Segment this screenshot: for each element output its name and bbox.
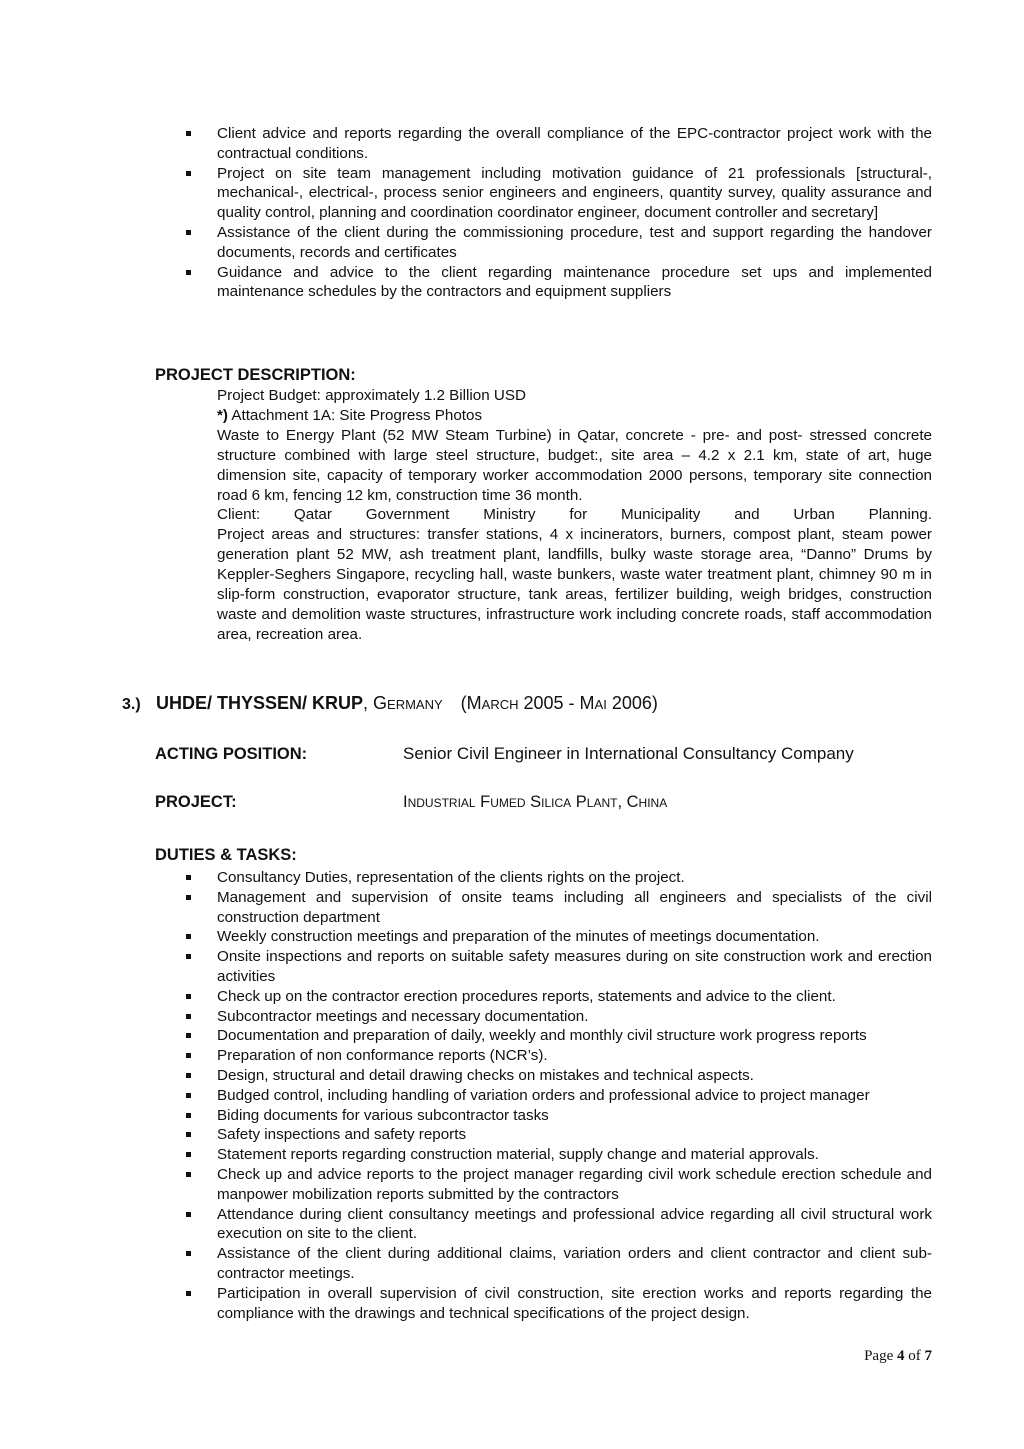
square-bullet-icon — [186, 1113, 191, 1118]
page-number: 4 — [897, 1348, 905, 1364]
list-item — [180, 1106, 932, 1126]
bullet-text: Safety inspections and safety reports — [217, 1126, 467, 1144]
separator: , — [363, 693, 374, 713]
employer-heading — [122, 693, 658, 714]
page-word: Page — [864, 1348, 894, 1364]
page-footer — [864, 1348, 932, 1365]
bullet-text: Assistance of the client during the commissioning procedure, test and support regarding the handover documents, records and certificates — [217, 223, 932, 261]
section-number: 3.) — [122, 696, 141, 713]
list-item — [180, 263, 932, 303]
attachment-mark: *) — [217, 406, 228, 424]
square-bullet-icon — [186, 270, 191, 275]
client-line: Client: Qatar Government Ministry for Municipality and Urban Planning. — [217, 506, 932, 524]
bullet-text: Attendance during client consultancy meetings and professional advice regarding all civil structural work execution on site to the client. — [217, 1205, 932, 1243]
of-word: of — [908, 1348, 921, 1364]
square-bullet-icon — [186, 1073, 191, 1078]
square-bullet-icon — [186, 875, 191, 880]
square-bullet-icon — [186, 1132, 191, 1137]
attachment-line — [217, 406, 932, 426]
square-bullet-icon — [186, 1033, 191, 1038]
square-bullet-icon — [186, 954, 191, 959]
acting-position-value: Senior Civil Engineer in International Consultancy Company — [403, 744, 854, 763]
list-item — [180, 927, 932, 947]
project-description-body — [217, 386, 932, 645]
bullet-text: Consultancy Duties, representation of the clients rights on the project. — [217, 869, 685, 886]
square-bullet-icon — [186, 934, 191, 939]
project-value: Industrial Fumed Silica Plant, China — [403, 793, 668, 811]
list-item — [180, 164, 932, 223]
list-item — [180, 1086, 932, 1106]
bullet-text: Subcontractor meetings and necessary documentation. — [217, 1007, 589, 1025]
project-budget: Project Budget: approximately 1.2 Billion USD — [217, 387, 526, 404]
bullet-text: Statement reports regarding construction material, supply change and material approvals. — [217, 1146, 819, 1164]
square-bullet-icon — [186, 171, 191, 176]
acting-position-label: ACTING POSITION: — [155, 745, 308, 763]
bullet-text: Design, structural and detail drawing checks on mistakes and technical aspects. — [217, 1066, 754, 1084]
square-bullet-icon — [186, 1053, 191, 1058]
bullet-text: Weekly construction meetings and preparation of the minutes of meetings documentation. — [217, 928, 820, 946]
project-paragraph: Waste to Energy Plant (52 MW Steam Turbine) in Qatar, concrete - pre- and post- stressed concrete structure combined with large steel structure, budget:, site area – 4.2 x 2.1 km, state of art, huge dimension site, capacity of temporary worker accommodation 2000 persons, temporary site connection road 6 km, fencing 12 km, construction time 36 month. — [217, 426, 932, 504]
list-item — [180, 868, 932, 888]
list-item — [180, 124, 932, 164]
square-bullet-icon — [186, 1251, 191, 1256]
square-bullet-icon — [186, 1172, 191, 1177]
bullet-text: Participation in overall supervision of civil construction, site erection works and reports regarding the compliance with the drawings and technical specifications of the project design. — [217, 1284, 932, 1322]
bullet-text: Check up on the contractor erection procedures reports, statements and advice to the client. — [217, 987, 836, 1005]
list-item — [180, 888, 932, 928]
company-country: Germany — [373, 693, 443, 713]
square-bullet-icon — [186, 1152, 191, 1157]
project-description-heading: PROJECT DESCRIPTION: — [155, 366, 356, 384]
project-areas-paragraph: Project areas and structures: transfer stations, 4 x incinerators, burners, compost plant, steam power generation plant 52 MW, ash treatment plant, landfills, bulky waste storage area, “Danno” Drums by Keppler-Seghers Singapore, recycling hall, waste bunkers, waste water treatment plant, chimney 90 m in slip-form construction, evaporator structure, tank areas, fertilizer building, weigh bridges, construction waste and demolition waste structures, infrastructure work including concrete roads, staff accommodation area, recreation area. — [217, 526, 932, 643]
top-bullet-list — [180, 124, 932, 302]
list-item — [180, 1165, 932, 1205]
bullet-text: Client advice and reports regarding the overall compliance of the EPC-contractor project work with the contractual conditions. — [217, 125, 932, 162]
list-item — [180, 1007, 932, 1027]
list-item — [180, 1284, 932, 1324]
attachment-text: Attachment 1A: Site Progress Photos — [227, 406, 483, 424]
duties-list — [180, 868, 932, 1323]
bullet-text: Onsite inspections and reports on suitable safety measures during on site construction work and erection activities — [217, 948, 932, 985]
bullet-text: Guidance and advice to the client regarding maintenance procedure set ups and implemented maintenance schedules by the contractors and equipment suppliers — [217, 263, 932, 301]
list-item — [180, 1046, 932, 1066]
bullet-text: Documentation and preparation of daily, weekly and monthly civil structure work progress reports — [217, 1027, 867, 1045]
square-bullet-icon — [186, 1291, 191, 1296]
list-item — [180, 987, 932, 1007]
square-bullet-icon — [186, 230, 191, 235]
employment-period: (March 2005 - Mai 2006) — [460, 693, 658, 713]
square-bullet-icon — [186, 1212, 191, 1217]
list-item — [180, 1066, 932, 1086]
total-pages: 7 — [924, 1348, 932, 1364]
square-bullet-icon — [186, 994, 191, 999]
square-bullet-icon — [186, 1014, 191, 1019]
list-item — [180, 947, 932, 987]
company-name: UHDE/ THYSSEN/ KRUP — [156, 693, 364, 713]
square-bullet-icon — [186, 895, 191, 900]
list-item — [180, 1205, 932, 1245]
bullet-text: Budged control, including handling of variation orders and professional advice to project manager — [217, 1086, 870, 1104]
bullet-text: Preparation of non conformance reports (NCR’s). — [217, 1047, 548, 1065]
list-item — [180, 1026, 932, 1046]
bullet-text: Check up and advice reports to the project manager regarding civil work schedule erection schedule and manpower mobilization reports submitted by the contractors — [217, 1165, 932, 1203]
list-item — [180, 1145, 932, 1165]
bullet-text: Project on site team management including motivation guidance of 21 professionals [structural-, mechanical-, electrical-, process senior engineers and engineers, quantity survey, quality assurance and quality control, planning and coordination coordinator engineer, document controller and secretary] — [217, 164, 932, 222]
list-item — [180, 1244, 932, 1284]
duties-heading: DUTIES & TASKS: — [155, 846, 297, 864]
list-item — [180, 223, 932, 263]
square-bullet-icon — [186, 1093, 191, 1098]
bullet-text: Biding documents for various subcontractor tasks — [217, 1106, 549, 1124]
bullet-text: Management and supervision of onsite teams including all engineers and specialists of the civil construction department — [217, 888, 932, 926]
square-bullet-icon — [186, 131, 191, 136]
project-label: PROJECT: — [155, 793, 237, 811]
list-item — [180, 1125, 932, 1145]
bullet-text: Assistance of the client during additional claims, variation orders and client contractor and client sub-contractor meetings. — [217, 1245, 932, 1282]
